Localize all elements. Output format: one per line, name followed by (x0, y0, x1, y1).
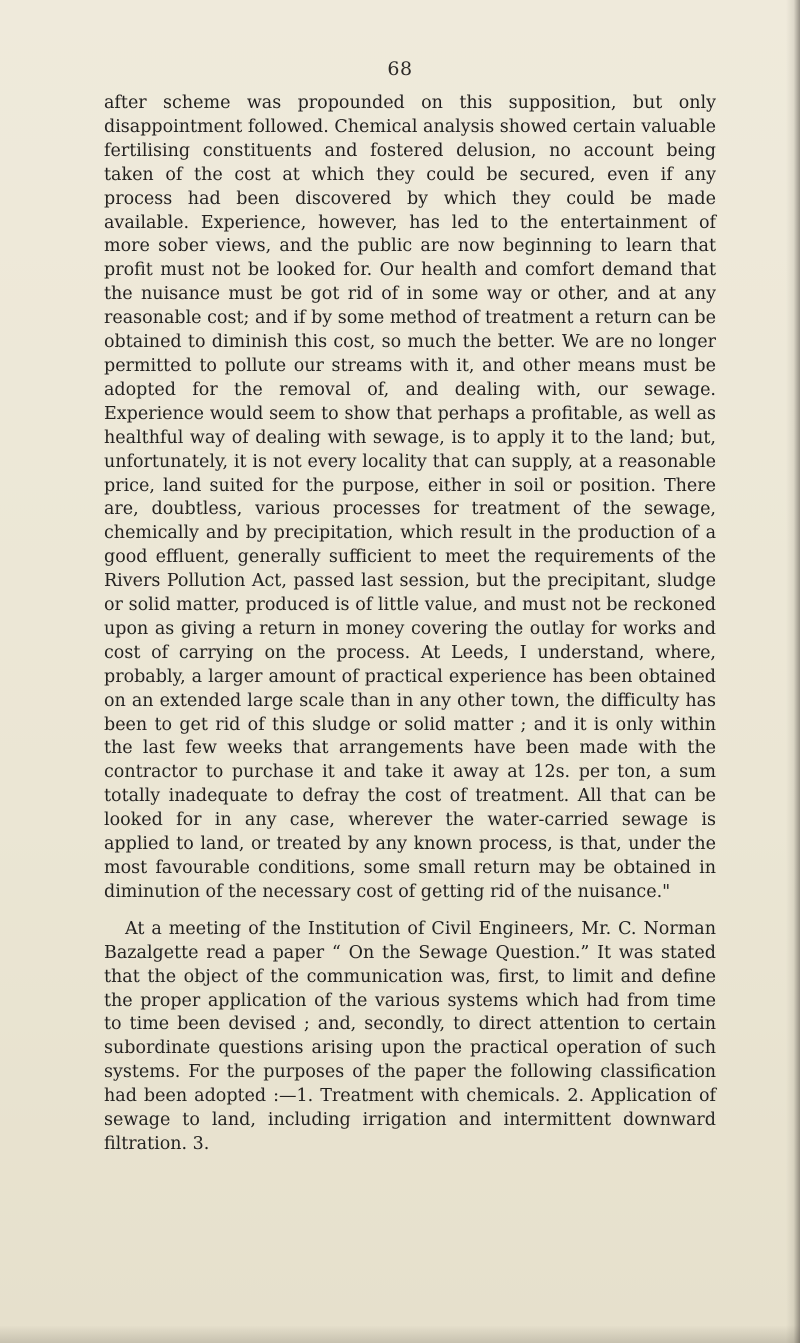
page-bottom-shadow (0, 1325, 800, 1343)
page-number: 68 (387, 58, 413, 80)
paragraph-sewage-disappointment: after scheme was propounded on this supposition, but only disappointment followed. Chemical analysis showed certain valuable fertilising constituents and fostered delusion, no account being taken of the cost at which they could be secured, even if any process had been discovered by which they could be made available. Experience, however, has led to the entertainment of more sober views, and the public are now beginning to learn that profit must not be looked for. Our health and comfort demand that the nuisance must be got rid of in some way or other, and at any reasonable cost; and if by some method of treatment a return can be obtained to diminish this cost, so much the better. We are no longer permitted to pollute our streams with it, and other means must be adopted for the removal of, and dealing with, our sewage. Experience would seem to show that perhaps a profitable, as well as healthful way of dealing with sewage, is to apply it to the land; but, unfortunately, it is not every locality that can supply, at a reasonable price, land suited for the purpose, either in soil or position. There are, doubtless, various processes for treatment of the sewage, chemically and by precipitation, which result in the production of a good effluent, generally sufficient to meet the requirements of the Rivers Pollution Act, passed last session, but the precipitant, sludge or solid matter, produced is of little value, and must not be reckoned upon as giving a return in money covering the outlay for works and cost of carrying on the process. At Leeds, I understand, where, probably, a larger amount of practical experience has been obtained on an extended large scale than in any other town, the difficulty has been to get rid of this sludge or solid matter ; and it is only within the last few weeks that arrangements have been made with the contractor to purchase it and take it away at 12s. per ton, a sum totally inadequate to defray the cost of treatment. All that can be looked for in any case, wherever the water-carried sewage is applied to land, or treated by any known process, is that, under the most favourable conditions, some small return may be obtained in diminution of the necessary cost of getting rid of the nuisance." (104, 93, 716, 902)
page-text (104, 92, 716, 1157)
page-edge-shadow (786, 0, 800, 1343)
paragraph-civil-engineers-meeting: At a meeting of the Institution of Civil Engineers, Mr. C. Norman Bazalgette read a paper “ On the Sewage Question.” It was stated that the object of the communication was, first, to limit and define the proper application of the various systems which had from time to time been devised ; and, secondly, to direct attention to certain subordinate questions arising upon the practical operation of such systems. For the purposes of the paper the following classification had been adopted :—1. Treatment with chemicals. 2. Application of sewage to land, including irrigation and intermittent downward filtration. 3. (104, 918, 716, 1154)
